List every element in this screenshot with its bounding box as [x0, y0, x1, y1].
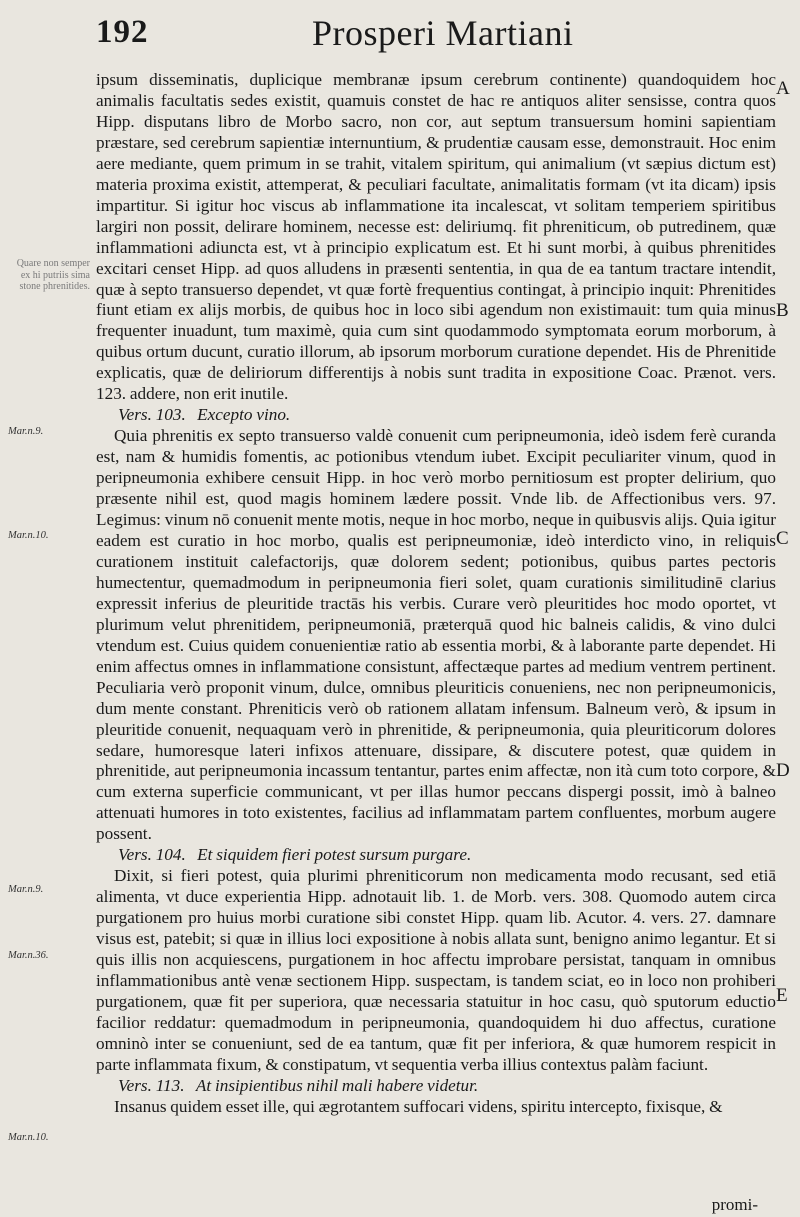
paragraph: Dixit, si fieri potest, quia plurimi phreniticorum non medicamenta modo recusant, sed etiā alimenta, vt duce experientia Hipp. adnotauit lib. 1. de Morb. vers. 308. Quomodo autem circa purgationem pro huius morbi curatione sibi constet Hipp. quam lib. Acutor. 4. vers. 27. damnare visus est, patebit; si quæ in illius loci expositione à nobis allata sunt, benigno animo legantur. Et si quis illis non acquiescens, purgationem in hoc affectu improbare persistat, tanquam in omnibus inflammationibus antè venæ sectionem Hipp. suspectam, is tandem sciat, eo in loco non prohiberi purgationem, quæ fit per superiora, quæ necessaria statuitur in hoc casu, quò sputorum eductio facilior reddatur: quemadmodum in peripneumonia, quandoquidem hi duo affectus, curatione omninò inter se conueniunt, sed de ea tantum, quæ fit per inferiora, & quæ humorem respicit in parte inflammata fixum, & constipatum, vt sequentia verba illius contextus palàm faciunt. [96, 866, 776, 1074]
verse-heading-104 [96, 845, 776, 866]
running-title: Prosperi Martiani [312, 13, 574, 53]
verse-text: Excepto vino. [197, 405, 291, 425]
verse-heading-103 [96, 405, 776, 426]
paragraph: ipsum disseminatis, duplicique membranæ ipsum cerebrum continente) quandoquidem hoc animalis facultatis sedes existit, quamuis constet de hac re antiquos aliter sensisse, contra quos Hipp. disputans libro de Morbo sacro, non cor, aut septum transuersum homini sapientiam præstare, sed cerebrum sapientiæ internuntium, & prudentiæ causam esse, demonstrauit. Hoc enim aere mediante, quem primum in se trahit, vitalem spiritum, qui animalium (vt sæpius dictum est) materia proxima existit, attemperat, & peculiari facultate, animalitatis formam (vt ita dicam) ipsis impartitur. Si igitur hoc viscus ab inflammatione ita incalescat, vt solitam temperiem spiritibus largiri non possit, delirare hominem, necesse est: deliriumq. fit phreniticum, ob putredinem, quæ inflammationi adiuncta est, vt à principio explicatum est. Et hi sunt morbi, à quibus phrenitides excitari censet Hipp. ad quos alludens in præsenti sententia, in qua de ea tantum tractare intendit, quæ à septo transuerso dependet, vt quæ fortè frequentius contingat, à principio inquit: Phrenitides fiunt etiam ex alijs morbis, de quibus hoc in loco sibi agendum non existimauit: tum quia minus frequenter inuadunt, tum maximè, quia cum sint quodammodo symptomata eorum morborum, à quibus ortum ducunt, curatio illorum, ab ipsorum morborum curatione dependet. His de Phrenitide explicatis, quæ de deliriorum differentijs à nobis sunt tradita in expositione Coac. Prænot. vers. 123. addere, non erit inutile. [96, 70, 776, 404]
main-text-column [96, 70, 776, 1210]
section-letter-c: C [776, 528, 789, 549]
verse-heading-113 [96, 1076, 776, 1097]
verse-label: Vers. 113. [118, 1075, 185, 1095]
marginal-reference: Mar.n.36. [8, 950, 49, 961]
marginal-side-note: Quare non semper ex hi putriis sima stone phrenitides. [16, 258, 90, 293]
marginal-reference: Mar.n.9. [8, 426, 44, 437]
verse-text: Et siquidem fieri potest sursum purgare. [197, 845, 472, 865]
section-letter-d: D [776, 760, 790, 781]
page-header [0, 0, 800, 62]
section-letter-e: E [776, 985, 788, 1006]
paragraph: Insanus quidem esset ille, qui ægrotantem suffocari videns, spiritu intercepto, fixisque, & [114, 1096, 723, 1116]
marginal-reference: Mar.n.10. [8, 1132, 49, 1143]
marginal-reference: Mar.n.10. [8, 530, 49, 541]
marginal-reference: Mar.n.9. [8, 884, 44, 895]
verse-label: Vers. 104. [118, 845, 186, 865]
paragraph: Quia phrenitis ex septo transuerso valdè conuenit cum peripneumonia, ideò isdem ferè curanda est, nam & humidis fomentis, ac potionibus vtendum iubet. Excipit peculiariter vinum, quod in peripneumonia exhibere censuit Hipp. in hoc verò morbo pernitiosum est propter delirium, quo præsente nihil est, quod magis hominem lædere possit. Vnde lib. de Affectionibus vers. 97. Legimus: vinum nō conuenit mente motis, neque in hoc morbo, neque in quibusvis alijs. Quia igitur eadem est curatio in hoc morbo, qualis est peripneumoniæ, ideò interdicto vino, in reliquis curationem instituit calefactorijs, quæ dolorem sedent; potionibus, quibus partes pectoris humectentur, quemadmodum in peripneumonia fieri solet, quam curationis similitudinē clarius expressit inferius de pleuritide tractās his verbis. Curare verò pleuritides hoc modo oportet, vt plurimum velut phrenitidem, peripneumoniā, præterquā quod hic balneis calidis, & vino dulci vtendum est. Cuius quidem conuenientiæ ratio ab essentia morbi, & à laborante parte dependet. Hi enim affectus omnes in inflammatione consistunt, affectæque partes ad medium ventrem pertinent. Peculiaria verò proponit vinum, dulce, omnibus pleuriticis conueniens, nec non peripneumonicis, dum mente constant. Phreniticis verò ob rationem allatam infensum. Balneum verò, & ipsum in pleuritide conuenit, nequaquam verò in phrenitide, & peripneumonia, quia pleuriticorum dolores sedare, humoresque lateri infixos attenuare, dissipare, & discutere potest, quæ quidem in phrenitide, aut peripneumonia incassum tentantur, partes enim affectæ, non ità cum toto corpore, & cum externa superficie communicant, vt per illas humor peccans dispergi possit, imò à balneo attenuati humores in toto existentes, facilius ad inflammatam partem confluentes, morbum augere possent. [96, 426, 776, 844]
catchword: promi- [711, 1195, 758, 1214]
section-letter-b: B [776, 300, 789, 321]
section-letter-a: A [776, 78, 790, 99]
verse-label: Vers. 103. [118, 405, 186, 425]
page-number: 192 [96, 14, 149, 50]
verse-text: At insipientibus nihil mali habere videtur. [195, 1075, 479, 1095]
